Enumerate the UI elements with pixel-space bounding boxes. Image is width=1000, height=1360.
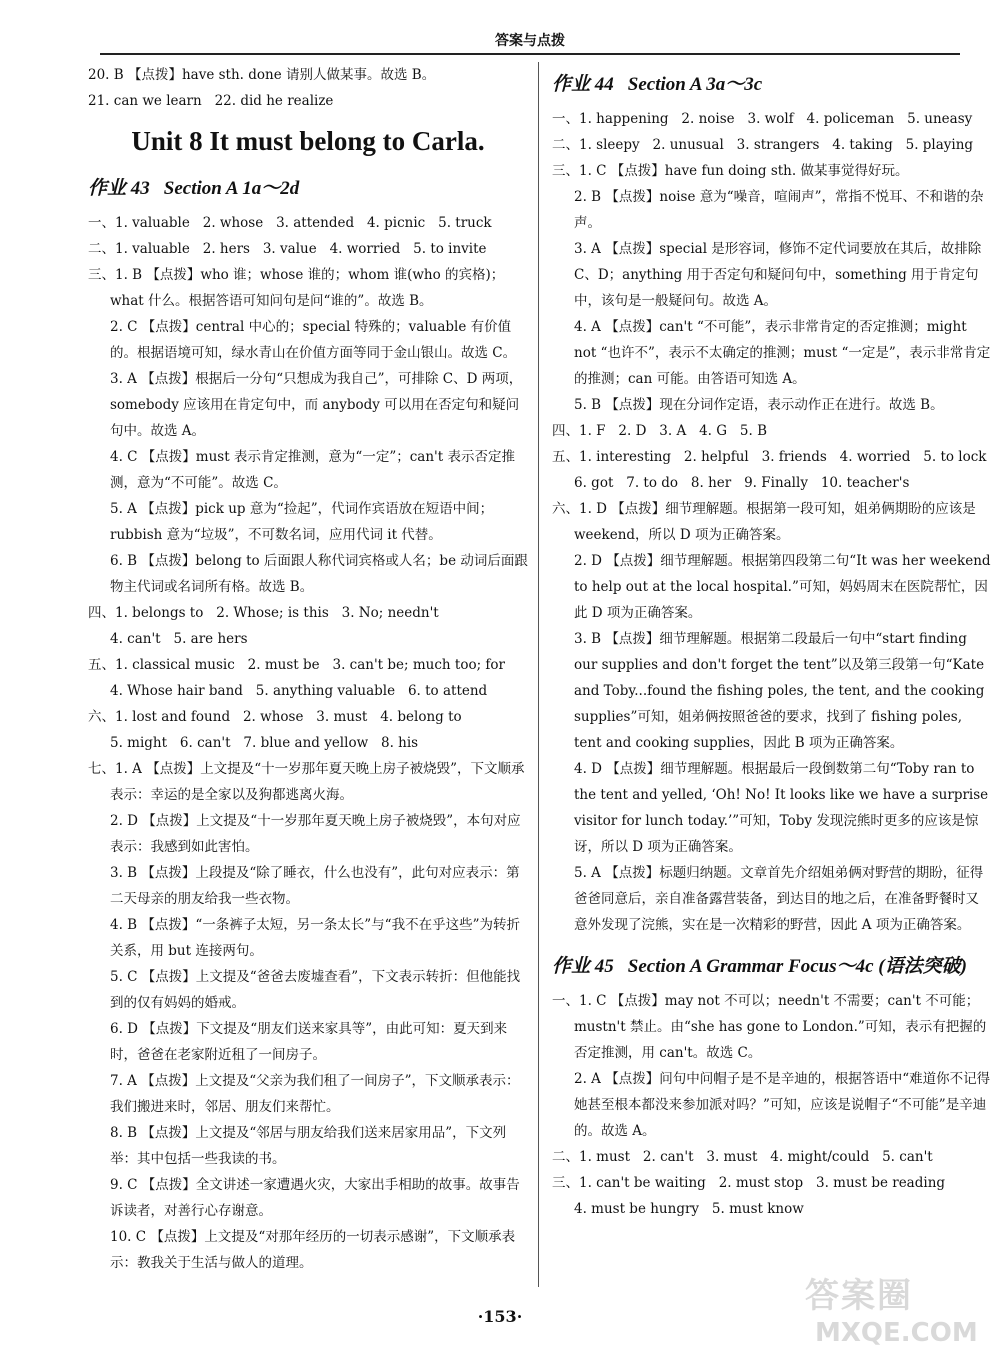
answer-item: 4. C 【点拨】must 表示肯定推测，意为“一定”；can't 表示否定推测，意为“不可能”。故选 C。 — [110, 449, 515, 491]
answer-item: 6. B 【点拨】belong to 后面跟人称代词宾格或人名；be 动词后面跟物主代词或名词所有格。故选 B。 — [110, 553, 528, 595]
answer-item: 2. B 【点拨】noise 意为“噪音，喧闹声”，常指不悦耳、不和谐的杂声。 — [574, 189, 984, 231]
section-number: 作业 43 — [88, 178, 150, 199]
answers-43 — [88, 210, 528, 1276]
answer-item: 一、1. happening 2. noise 3. wolf 4. policeman 5. uneasy — [552, 111, 973, 127]
answer-item: 二、1. valuable 2. hers 3. value 4. worried 5. to invite — [88, 241, 487, 257]
watermark: 答案圈 — [805, 1276, 913, 1316]
page-header: 答案与点拨 — [495, 33, 565, 49]
answer-item: 4. B 【点拨】“一条裤子太短，另一条太长”与“我不在乎这些”为转折关系，用 but 连接两句。 — [110, 917, 520, 959]
answer-item: 5. A 【点拨】标题归纳题。文章首先介绍姐弟俩对野营的期盼，征得爸爸同意后，亲自准备露营装备，到达目的地之后，在准备野餐时又意外发现了浣熊，实在是一次精彩的野营，因此 A 项为正确答案。 — [574, 865, 984, 933]
section-name: Section A 1a～2d — [163, 178, 300, 199]
section-number: 作业 44 — [552, 74, 614, 95]
answer-item: 3. B 【点拨】上段提及“除了睡衣，什么也没有”，此句对应表示：第二天母亲的朋友给我一些衣物。 — [110, 865, 520, 907]
section-title-45 — [552, 952, 992, 982]
page-number: ·153· — [477, 1307, 523, 1326]
answer-item: 6. got 7. to do 8. her 9. Finally 10. teacher's — [574, 475, 910, 491]
answer-item: 4. A 【点拨】can't “不可能”，表示非常肯定的否定推测；might not “也许不”，表示不太确定的推测；must “一定是”，表示非常肯定的推测；can 可能。由答语可知选 A。 — [574, 319, 991, 387]
answer-item: 一、1. C 【点拨】may not 不可以；needn't 不需要；can't 不可能；mustn't 禁止。由“she has gone to London.”可知，表示有把握的否定推测，用 can't。故选 C。 — [552, 993, 987, 1061]
answer-item: 9. C 【点拨】全文讲述一家遭遇火灾，大家出手相助的故事。故事告诉读者，对善行心存谢意。 — [110, 1177, 520, 1219]
answer-item: 五、1. interesting 2. helpful 3. friends 4. worried 5. to lock — [552, 449, 987, 465]
answer-item: 2. A 【点拨】问句中问帽子是不是辛迪的，根据答语中“难道你不记得她甚至根本都没来参加派对吗？”可知，应该是说帽子“不可能”是辛迪的。故选 A。 — [574, 1071, 991, 1139]
answer-line: 21. can we learn 22. did he realize — [88, 93, 334, 109]
answer-item: 一、1. valuable 2. whose 3. attended 4. picnic 5. truck — [88, 215, 492, 231]
answer-item: 二、1. must 2. can't 3. must 4. might/could 5. can't — [552, 1149, 933, 1165]
answer-item: 五、1. classical music 2. must be 3. can't be; much too; for — [88, 657, 505, 673]
answer-item: 4. must be hungry 5. must know — [574, 1201, 804, 1217]
answers-45 — [552, 988, 992, 1222]
answer-item: 四、1. F 2. D 3. A 4. G 5. B — [552, 423, 767, 439]
section-name: Section A 3a～3c — [627, 74, 763, 95]
answer-item: 8. B 【点拨】上文提及“邻居与朋友给我们送来居家用品”，下文列举：其中包括一些我读的书。 — [110, 1125, 507, 1167]
answer-item: 六、1. lost and found 2. whose 3. must 4. belong to — [88, 709, 462, 725]
answer-item: 10. C 【点拨】上文提及“对那年经历的一切表示感谢”，下文顺承表示：教我关于生活与做人的道理。 — [110, 1229, 516, 1271]
answer-item: 6. D 【点拨】下文提及“朋友们送来家具等”，由此可知：夏天到来时，爸爸在老家附近租了一间房子。 — [110, 1021, 508, 1063]
watermark-url: MXQE.COM — [815, 1318, 978, 1348]
section-name: Section A Grammar Focus～4c (语法突破) — [627, 956, 967, 977]
answer-item: 4. can't 5. are hers — [110, 631, 248, 647]
answer-item: 六、1. D 【点拨】细节理解题。根据第一段可知，姐弟俩期盼的应该是 weekend，所以 D 项为正确答案。 — [552, 501, 981, 543]
section-title-43 — [88, 174, 528, 204]
answer-item: 3. A 【点拨】special 是形容词，修饰不定代词要放在其后，故排除 C、D；anything 用于否定句和疑问句中，something 用于肯定句中，该句是一般疑问句。故选 A。 — [574, 241, 986, 309]
answer-item: 七、1. A 【点拨】上文提及“十一岁那年夏天晚上房子被烧毁”，下文顺承表示：幸运的是全家以及狗都逃离火海。 — [88, 761, 525, 803]
answer-item: 二、1. sleepy 2. unusual 3. strangers 4. taking 5. playing — [552, 137, 974, 153]
answer-item: 三、1. can't be waiting 2. must stop 3. must be reading — [552, 1175, 946, 1191]
answer-item: 4. D 【点拨】细节理解题。根据最后一段倒数第二句“Toby ran to the tent and yelled, ‘Oh! No! It looks like we have a surprise visitor for lunch today.’”可知，Toby 发现浣熊时更多的应该是惊讶，所以 D 项为正确答案。 — [574, 761, 993, 855]
answer-item: 2. D 【点拨】上文提及“十一岁那年夏天晚上房子被烧毁”，本句对应表示：我感到如此害怕。 — [110, 813, 521, 855]
section-number: 作业 45 — [552, 956, 614, 977]
header-rule — [100, 53, 960, 55]
answer-item: 2. C 【点拨】central 中心的；special 特殊的；valuable 有价值的。根据语境可知，绿水青山在价值方面等同于金山银山。故选 C。 — [110, 319, 517, 361]
answer-item: 5. might 6. can't 7. blue and yellow 8. his — [110, 735, 419, 751]
answer-item: 5. B 【点拨】现在分词作定语，表示动作正在进行。故选 B。 — [574, 397, 944, 413]
answer-item: 3. B 【点拨】细节理解题。根据第二段最后一句中“start finding our supplies and don't forget the tent”以及第三段第一句“Kate and Toby...found the fishing poles, the tent, and the cooking supplies”可知，姐弟俩按照爸爸的要求，找到了 fishing poles, tent and cooking supplies，因此 B 项为正确答案。 — [574, 631, 989, 751]
answer-item: 三、1. B 【点拨】who 谁；whose 谁的；whom 谁(who 的宾格)；what 什么。根据答语可知问句是问“谁的”。故选 B。 — [88, 267, 505, 309]
right-column — [552, 62, 995, 1222]
left-column — [88, 62, 528, 1276]
unit-title: Unit 8 It must belong to Carla. — [131, 126, 485, 156]
answers-44 — [552, 106, 995, 938]
answer-item: 3. A 【点拨】根据后一分句“只想成为我自己”，可排除 C、D 两项，somebody 应该用在肯定句中，而 anybody 可以用在否定句和疑问句中。故选 A。 — [110, 371, 523, 439]
answer-item: 5. C 【点拨】上文提及“爸爸去废墟查看”，下文表示转折：但他能找到的仅有妈妈的婚戒。 — [110, 969, 521, 1011]
answer-item: 7. A 【点拨】上文提及“父亲为我们租了一间房子”，下文顺承表示：我们搬进来时，邻居、朋友们来帮忙。 — [110, 1073, 520, 1115]
answer-line: 20. B 【点拨】have sth. done 请别人做某事。故选 B。 — [88, 67, 436, 83]
answer-item: 2. D 【点拨】细节理解题。根据第四段第二句“It was her weekend to help out at the local hospital.”可知，妈妈周末在医院帮忙，因此 D 项为正确答案。 — [574, 553, 995, 621]
column-divider — [538, 62, 539, 1287]
answer-item: 三、1. C 【点拨】have fun doing sth. 做某事觉得好玩。 — [552, 163, 909, 179]
answer-item: 4. Whose hair band 5. anything valuable 6. to attend — [110, 683, 488, 699]
answer-item: 四、1. belongs to 2. Whose; is this 3. No; needn't — [88, 605, 439, 621]
answer-item: 5. A 【点拨】pick up 意为“捡起”，代词作宾语放在短语中间；rubbish 意为“垃圾”，不可数名词，应用代词 it 代替。 — [110, 501, 494, 543]
section-title-44 — [552, 70, 992, 100]
